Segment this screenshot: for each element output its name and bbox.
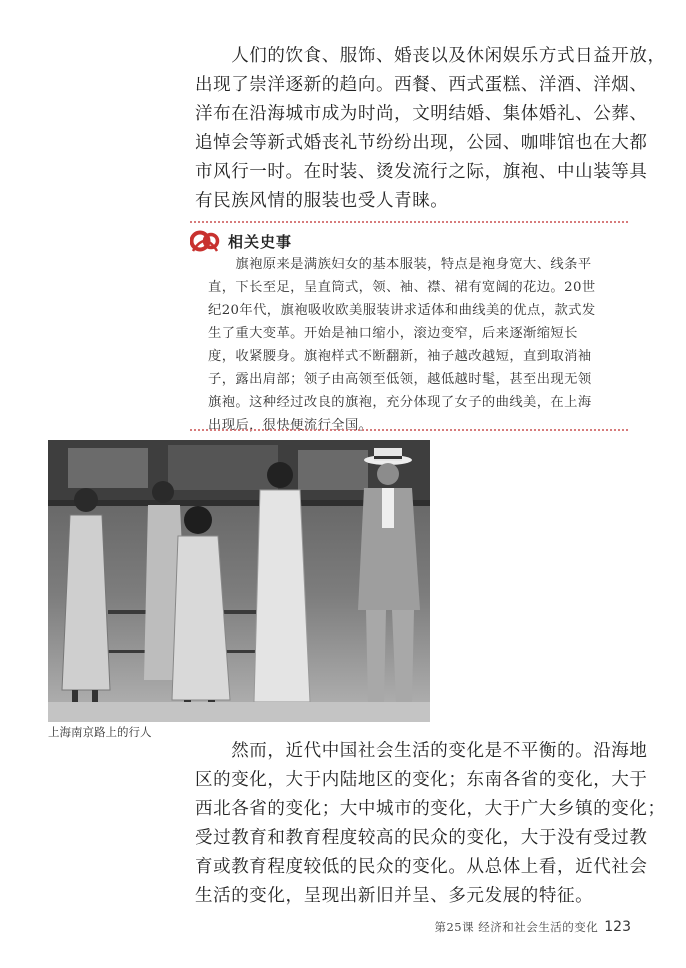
related-history-logo-icon	[190, 227, 220, 255]
related-box-header	[190, 226, 292, 256]
paragraph-1-line: 人们的饮食、服饰、婚丧以及休闲娱乐方式日益开放，	[195, 46, 666, 66]
paragraph-1-line: 有民族风情的服装也受人青睐。	[195, 191, 449, 211]
paragraph-2-line: 生活的变化，呈现出新旧并呈、多元发展的特征。	[195, 886, 594, 906]
historical-photo	[48, 440, 430, 722]
related-box-line: 子，露出肩部；领子由高领至低领，越低越时髦，甚至出现无领	[208, 372, 592, 387]
page-footer	[434, 919, 631, 935]
paragraph-1	[195, 42, 666, 216]
paragraph-1-line: 追悼会等新式婚丧礼节纷纷出现，公园、咖啡馆也在大都	[195, 133, 648, 153]
photo-caption: 上海南京路上的行人	[48, 725, 152, 739]
box-bottom-rule	[190, 429, 628, 431]
paragraph-2-line: 然而，近代中国社会生活的变化是不平衡的。沿海地	[195, 741, 648, 761]
related-box-text	[208, 253, 628, 437]
paragraph-1-line: 市风行一时。在时装、烫发流行之际，旗袍、中山装等具	[195, 162, 648, 182]
related-box-line: 旗袍。这种经过改良的旗袍，充分体现了女子的曲线美，在上海	[208, 395, 592, 410]
paragraph-2-line: 育或教育程度较低的民众的变化。从总体上看，近代社会	[195, 857, 648, 877]
related-box-line: 生了重大变革。开始是袖口缩小，滚边变窄，后来逐渐缩短长	[208, 326, 578, 341]
paragraph-2-line: 受过教育和教育程度较高的民众的变化，大于没有受过教	[195, 828, 648, 848]
related-box-title: 相关史事	[228, 232, 293, 251]
paragraph-2-line: 区的变化，大于内陆地区的变化；东南各省的变化，大于	[195, 770, 648, 790]
page-number: 123	[604, 919, 631, 935]
related-box-line: 旗袍原来是满族妇女的基本服装，特点是袍身宽大、线条平	[208, 257, 592, 272]
related-box-line: 出现后，很快便流行全国。	[208, 418, 373, 433]
paragraph-2-line: 西北各省的变化；大中城市的变化，大于广大乡镇的变化；	[195, 799, 666, 819]
street-scene-illustration	[48, 440, 430, 722]
related-box-line: 直，下长至足，呈直筒式，领、袖、襟、裙有宽阔的花边。20世	[208, 280, 596, 295]
related-box-line: 度，收紧腰身。旗袍样式不断翻新，袖子越改越短，直到取消袖	[208, 349, 592, 364]
paragraph-2	[195, 737, 666, 911]
paragraph-1-line: 洋布在沿海城市成为时尚，文明结婚、集体婚礼、公葬、	[195, 104, 648, 124]
box-top-rule	[190, 221, 628, 223]
paragraph-1-line: 出现了崇洋逐新的趋向。西餐、西式蛋糕、洋酒、洋烟、	[195, 75, 648, 95]
related-box-line: 纪20年代，旗袍吸收欧美服装讲求适体和曲线美的优点，款式发	[208, 303, 596, 318]
lesson-title: 第25课 经济和社会生活的变化	[434, 920, 599, 934]
